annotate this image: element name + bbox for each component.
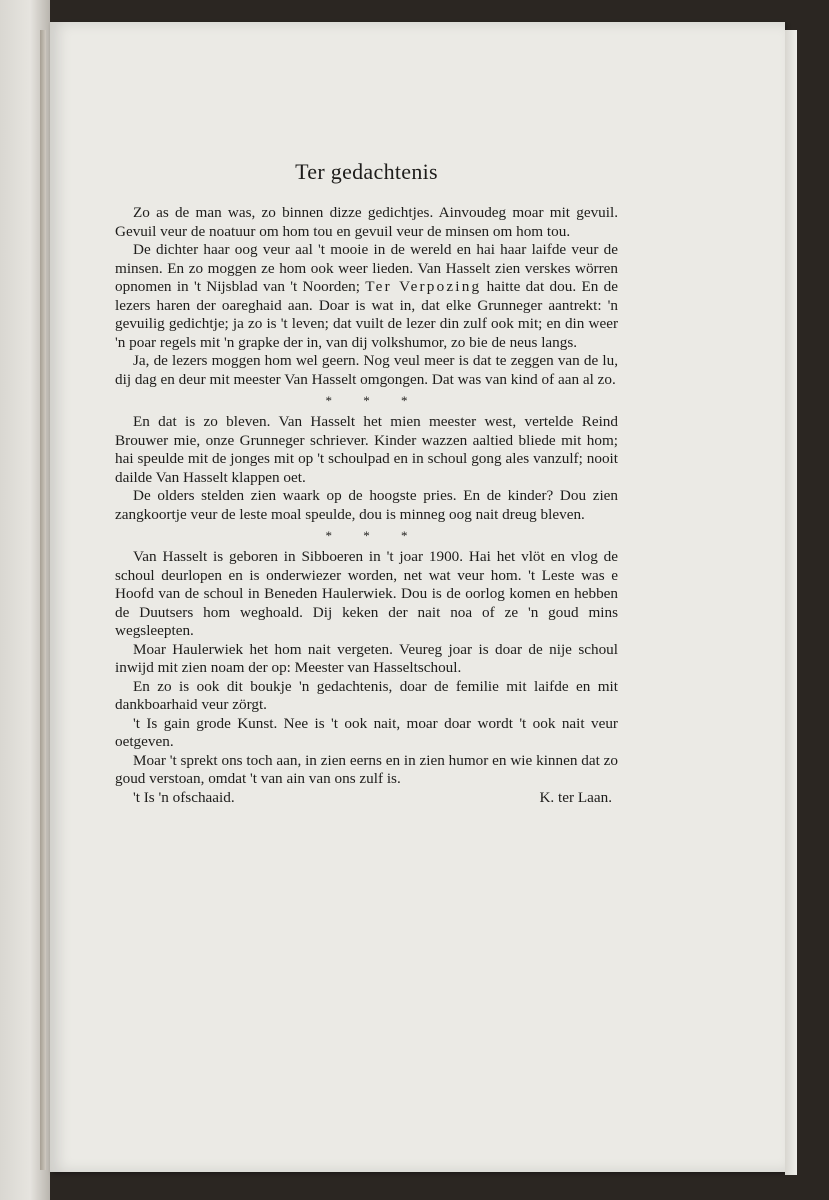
paragraph-dichter-part-1: De dichter haar oog veur aal 't mooie in de wereld en hai haar laifde veur de minsen. En zo moggen ze hom ook weer lieden. Van Hasselt zien verskes wörren opnomen in 't Nijsblad van 't Noorden; xyxy=(115,241,618,295)
paragraph-geboren: Van Hasselt is geboren in Sibboeren in 't joar 1900. Hai het vlöt en vlog de schoul deurlopen en is onderwiezer worden, net wat veur hom. 't Leste was e Hoofd van de schoul in Beneden Haulerwiek. Dou is de oorlog komen en hebben de Duutsers hom weghoald. Dij keken der nait noa of ze 'n goud mins wegsleepten. xyxy=(115,548,618,639)
paragraph-kunst: 't Is gain grode Kunst. Nee is 't ook nait, moar doar wordt 't ook nait veur oetgeven. xyxy=(115,714,618,750)
paragraph-haulerwiek: Moar Haulerwiek het hom nait vergeten. Veureg joar is doar de nije schoul inwijd mit zien noam der op: Meester van Hasseltschoul. xyxy=(115,640,618,676)
paragraph-dichter xyxy=(115,241,618,352)
paragraph-intro: Zo as de man was, zo binnen dizze gedichtjes. Ainvoudeg moar mit gevuil. Gevuil veur de noatuur om hom tou en gevuil veur de minsen om hom tou. xyxy=(115,204,618,240)
section-separator-2: * * * xyxy=(325,528,422,543)
signature: K. ter Laan. xyxy=(539,788,612,806)
paragraph-olders: De olders stelden zien waark op de hoogste pries. En de kinder? Dou zien zangkoortje veur de leste moal speulde, dou is minneg oog nait dreug bleven. xyxy=(115,487,618,523)
section-separator-1: * * * xyxy=(325,393,422,408)
closing-line xyxy=(115,789,618,808)
paragraph-sprekt: Moar 't sprekt ons toch aan, in zien eerns en in zien humor en wie kinnen dat zo goud verstoan, omdat 't van ain van ons zulf is. xyxy=(115,751,618,787)
page-title: Ter gedachtenis xyxy=(295,159,438,184)
page-text xyxy=(115,158,618,807)
paragraph-bleven: En dat is zo bleven. Van Hasselt het mien meester west, vertelde Reind Brouwer mie, onze Grunneger schriever. Kinder wazzen aaltied bliede mit hom; hai speulde mit de jonges mit op 't schoulpad en in schoul gong ales vanzulf; nooit dailde Van Hasselt klappen oet. xyxy=(115,413,618,486)
column-name-ter-verpozing: Ter Verpozing xyxy=(365,278,482,295)
paragraph-boukje: En zo is ook dit boukje 'n gedachtenis, doar de femilie mit laifde en mit dankboarhaid veur zörgt. xyxy=(115,677,618,713)
paragraph-lezers: Ja, de lezers moggen hom wel geern. Nog veul meer is dat te zeggen van de lu, dij dag en deur mit meester Van Hasselt omgongen. Dat was van kind of aan al zo. xyxy=(115,352,618,388)
paragraph-dichter-part-2: haitte dat dou. En de lezers haren der oareghaid aan. Doar is wat in, dat elke Grunneger aantrekt: 'n gevuilig gedichtje; ja zo is 't leven; dat vuilt de lezer din zulf ook mit; en din weer 'n poar regels mit 'n grapke der in, van dij volkshumor, zo bie de neus langs. xyxy=(115,278,618,351)
closing-text: 't Is 'n ofschaaid. xyxy=(133,788,235,806)
binding-spine xyxy=(40,30,46,1170)
page-stack-edge xyxy=(785,30,797,1175)
